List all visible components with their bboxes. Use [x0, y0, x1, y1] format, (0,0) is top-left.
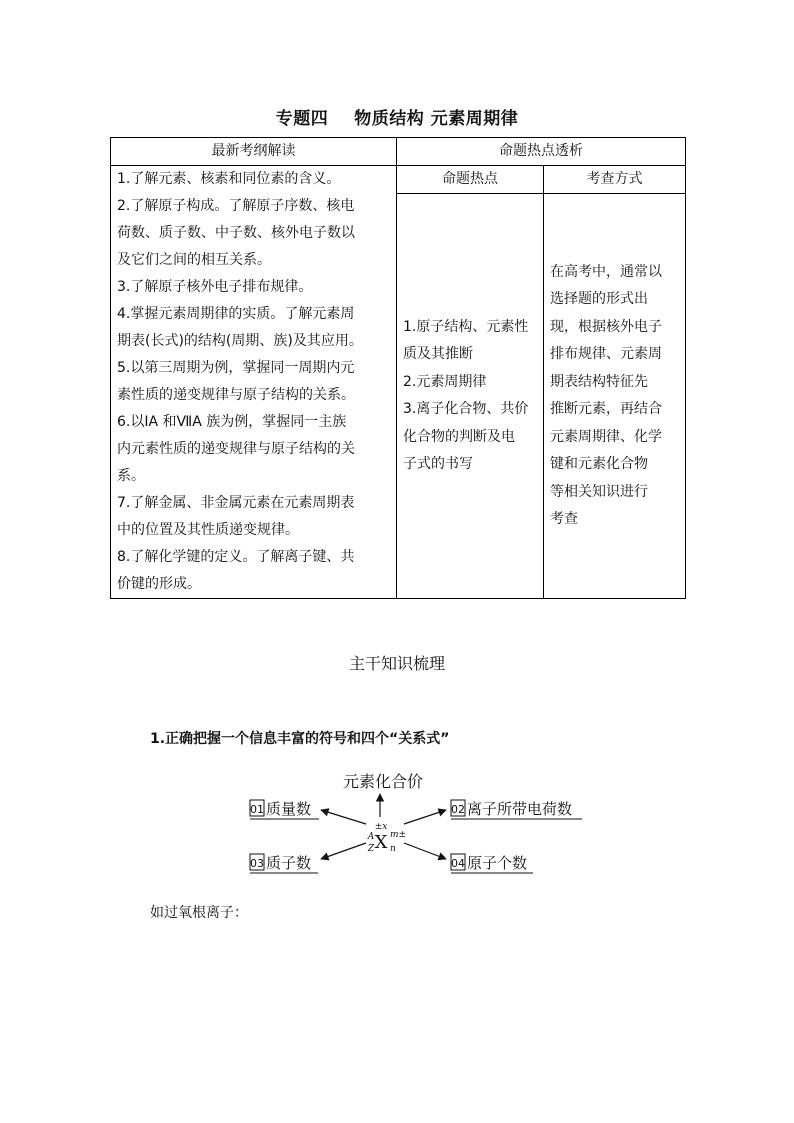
relation-proton-number	[250, 854, 318, 873]
syllabus-line: 价键的形成。	[117, 576, 201, 592]
relation-number-02: 02	[451, 803, 465, 816]
arrow-lower-left	[321, 843, 366, 859]
relation-label-mass-number: 质量数	[266, 800, 312, 818]
method-line: 选择题的形式出	[550, 291, 648, 307]
method-line: 推断元素，再结合	[550, 401, 662, 417]
hotspot-line: 质及其推断	[403, 346, 473, 362]
relation-number-03: 03	[250, 857, 264, 870]
method-line: 现，根据核外电子	[550, 318, 662, 335]
hotspot-line: 2.元素周期律	[403, 373, 487, 390]
symbol-charge: m±	[390, 830, 407, 840]
hotspot-line: 子式的书写	[403, 456, 473, 472]
syllabus-line: 荷数、质子数、中子数、核外电子数以	[117, 225, 355, 241]
arrow-upper-left	[321, 810, 366, 824]
syllabus-line: 6.以ⅠA 和ⅦA 族为例，掌握同一主族	[117, 414, 347, 430]
symbol-mass-number: A	[367, 832, 375, 842]
relation-label-proton-number: 质子数	[266, 854, 312, 872]
method-line: 在高考中，通常以	[550, 263, 662, 280]
header-hotspot-analysis: 命题热点透析	[397, 138, 686, 166]
syllabus-line: 5.以第三周期为例，掌握同一周期内元	[117, 360, 355, 376]
arrow-upper-right	[404, 810, 446, 824]
hotspot-line: 化合物的判断及电	[403, 428, 515, 445]
syllabus-line: 7.了解金属、非金属元素在元素周期表	[117, 495, 355, 511]
syllabus-line: 内元素性质的递变规律与原子结构的关	[117, 441, 355, 457]
nuclide-symbol	[367, 822, 406, 854]
hotspot-line: 1.原子结构、元素性	[403, 318, 529, 335]
symbol-proton-number: Z	[367, 844, 375, 854]
method-line: 元素周期律、化学	[550, 428, 662, 445]
header-syllabus: 最新考纲解读	[111, 138, 397, 166]
syllabus-line: 1.了解元素、核素和同位素的含义。	[117, 171, 341, 187]
sub-header-hotspot: 命题热点	[397, 166, 544, 194]
relation-mass-number	[250, 800, 319, 819]
hotspot-cell	[397, 194, 544, 599]
syllabus-line: 8.了解化学键的定义。了解离子键、共	[117, 549, 355, 565]
relation-number-01: 01	[250, 803, 264, 816]
syllabus-line: 系。	[117, 468, 145, 484]
hotspot-line: 3.离子化合物、共价	[403, 401, 529, 417]
syllabus-line: 中的位置及其性质递变规律。	[117, 522, 299, 538]
intro-text: 如过氧根离子：	[150, 905, 248, 921]
relation-number-04: 04	[451, 857, 465, 870]
page-title	[0, 104, 794, 129]
label-valence: 元素化合价	[342, 772, 424, 791]
syllabus-line: 3.了解原子核外电子排布规律。	[117, 279, 313, 295]
relation-label-atom-count: 原子个数	[467, 854, 528, 872]
nuclide-symbol-diagram	[0, 760, 794, 880]
syllabus-line: 期表(长式)的结构(周期、族)及其应用。	[117, 333, 363, 349]
section-heading: 主干知识梳理	[348, 654, 445, 673]
symbol-valence: ±x	[374, 822, 388, 832]
method-line: 排布规律、元素周	[550, 346, 662, 362]
method-line: 键和元素化合物	[550, 456, 648, 472]
relation-ion-charge	[451, 800, 582, 819]
symbol-atom-count: n	[390, 844, 396, 854]
method-line: 考查	[550, 511, 578, 527]
syllabus-line: 2.了解原子构成。了解原子序数、核电	[117, 198, 355, 214]
sub-header-method: 考查方式	[544, 166, 686, 194]
syllabus-table	[110, 137, 686, 599]
arrow-lower-right	[404, 843, 446, 859]
relation-atom-count	[451, 854, 533, 873]
syllabus-line: 素性质的递变规律与原子结构的关系。	[117, 387, 355, 403]
method-line: 期表结构特征先	[550, 373, 648, 390]
symbol-element: X	[374, 832, 388, 853]
method-cell	[544, 194, 686, 599]
title-part-2: 物质结构 元素周期律	[354, 109, 519, 129]
syllabus-line: 4.掌握元素周期律的实质。了解元素周	[117, 306, 355, 322]
subheading: 1.正确把握一个信息丰富的符号和四个“关系式”	[150, 731, 450, 747]
syllabus-cell	[111, 166, 397, 599]
syllabus-line: 及它们之间的相互关系。	[117, 252, 271, 268]
method-line: 等相关知识进行	[550, 483, 648, 500]
relation-label-ion-charge: 离子所带电荷数	[467, 800, 573, 818]
title-part-1: 专题四	[275, 109, 329, 129]
